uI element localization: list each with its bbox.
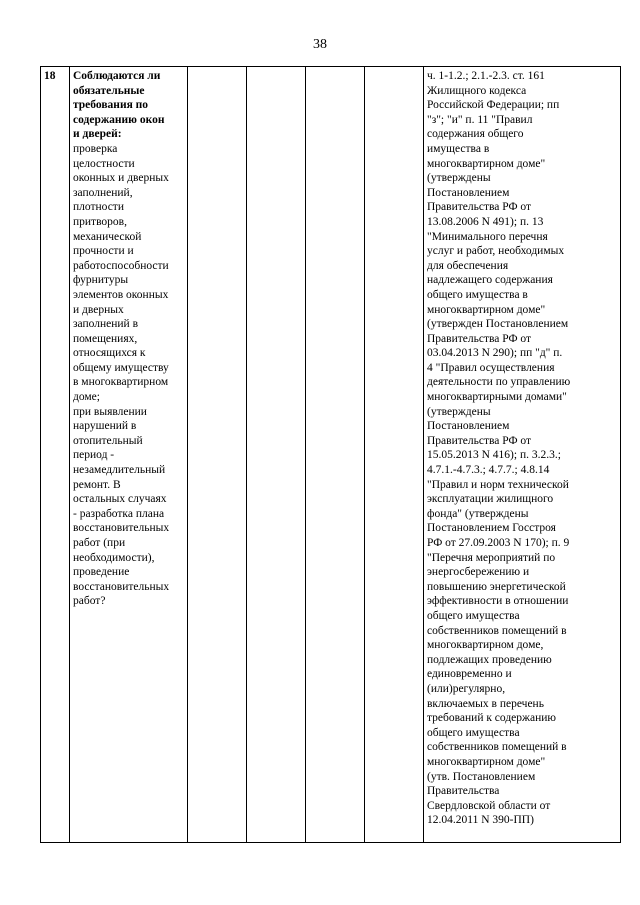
reference-line: Постановлением xyxy=(427,420,510,433)
question-text-line: восстановительных xyxy=(73,580,170,593)
reference-line: 03.04.2013 N 290); пп "д" п. xyxy=(427,347,563,360)
question-text-line: отопительный xyxy=(73,434,143,447)
question-text-line: работ (при xyxy=(73,537,126,549)
reference-line: (утверждены xyxy=(427,405,491,418)
reference-line: 15.05.2013 N 416); п. 3.2.3.; xyxy=(427,449,561,462)
reference-line: подлежащих проведению xyxy=(427,653,552,666)
question-title xyxy=(73,69,185,142)
reference-line: многоквартирном доме, xyxy=(427,639,544,652)
reference-line: РФ от 27.09.2003 N 170); п. 9 xyxy=(427,537,570,549)
question-text-line: относящихся к xyxy=(73,347,146,360)
reference-line: надлежащего содержания xyxy=(427,274,553,287)
reference-line: многоквартирными домами" xyxy=(427,391,567,404)
reference-line: собственников помещений в xyxy=(427,624,567,637)
question-text-line: заполнений, xyxy=(73,186,133,199)
reference-line: Жилищного кодекса xyxy=(427,84,527,97)
reference-line: Постановлением Госстроя xyxy=(427,522,556,535)
question-text-line: работ? xyxy=(73,595,106,608)
answer-yes-cell[interactable] xyxy=(188,67,247,843)
reference-line: требований к содержанию xyxy=(427,712,556,725)
row-number: 18 xyxy=(41,67,70,843)
reference-line: "Правил и норм технической xyxy=(427,478,569,491)
reference-line: "Перечня мероприятий по xyxy=(427,551,556,564)
notes-cell[interactable] xyxy=(365,67,424,843)
reference-line: для обеспечения xyxy=(427,259,509,272)
question-title-line: требования по xyxy=(73,99,149,112)
reference-line: Правительства xyxy=(427,785,500,798)
question-text-line: нарушений в xyxy=(73,420,137,433)
question-text-line: период - xyxy=(73,449,115,462)
reference-line: многоквартирном доме" xyxy=(427,157,546,170)
reference-line: Постановлением xyxy=(427,186,510,199)
reference-line: имущества в xyxy=(427,142,490,155)
reference-line: Свердловской области от xyxy=(427,799,551,812)
question-text-line: плотности xyxy=(73,201,124,214)
question-text-line: ремонт. В xyxy=(73,478,121,491)
question-text-line: прочности и xyxy=(73,245,134,258)
reference-line: 13.08.2006 N 491); п. 13 xyxy=(427,215,544,228)
table-row xyxy=(41,67,621,843)
page-number: 38 xyxy=(313,37,327,52)
question-text-line: необходимости), xyxy=(73,551,155,564)
reference-line: Российской Федерации; пп xyxy=(427,99,560,112)
question-text-line: - разработка плана xyxy=(73,507,165,520)
reference-line: 12.04.2011 N 390-ПП) xyxy=(427,814,534,827)
reference-line: (утверждены xyxy=(427,172,491,185)
question-title-line: и дверей: xyxy=(73,128,122,141)
reference-line: многоквартирном доме" xyxy=(427,755,546,768)
reference-line: "з"; "и" п. 11 "Правил xyxy=(427,113,533,126)
legal-reference-cell xyxy=(424,67,621,843)
reference-line: (утв. Постановлением xyxy=(427,770,536,783)
reference-line: Правительства РФ от xyxy=(427,201,532,214)
question-text-line: проведение xyxy=(73,566,130,579)
reference-line: эксплуатации жилищного xyxy=(427,493,554,506)
question-text-line: помещениях, xyxy=(73,332,138,345)
reference-line: единовременно и xyxy=(427,668,512,681)
question-text-line: проверка xyxy=(73,142,118,155)
reference-line: 4 "Правил осуществления xyxy=(427,361,555,374)
question-title-line: содержанию окон xyxy=(73,113,165,126)
question-text-line: целостности xyxy=(73,157,135,170)
question-text-line: элементов оконных xyxy=(73,288,169,301)
question-text-line: и дверных xyxy=(73,303,124,316)
question-title-line: Соблюдаются ли xyxy=(73,70,161,82)
question-text-line: остальных случаях xyxy=(73,493,167,506)
checklist-table xyxy=(40,66,621,843)
reference-line: собственников помещений в xyxy=(427,741,567,754)
answer-na-cell[interactable] xyxy=(306,67,365,843)
reference-line: содержания общего xyxy=(427,128,524,141)
reference-line: ч. 1-1.2.; 2.1.-2.3. ст. 161 xyxy=(427,70,545,82)
question-text-line: при выявлении xyxy=(73,405,147,418)
answer-no-cell[interactable] xyxy=(247,67,306,843)
question-text-line: фурнитуры xyxy=(73,274,129,287)
question-text-line: заполнений в xyxy=(73,318,139,331)
question-text-line: в многоквартирном xyxy=(73,376,169,389)
reference-line: Правительства РФ от xyxy=(427,332,532,345)
question-title-line: обязательные xyxy=(73,84,145,97)
reference-line: фонда" (утверждены xyxy=(427,507,529,520)
question-text-line: оконных и дверных xyxy=(73,172,169,185)
reference-line: многоквартирном доме" xyxy=(427,303,546,316)
reference-line: "Минимального перечня xyxy=(427,230,548,243)
question-text-line: притворов, xyxy=(73,215,127,228)
reference-line: общего имущества в xyxy=(427,288,528,301)
reference-line: Правительства РФ от xyxy=(427,434,532,447)
reference-line: включаемых в перечень xyxy=(427,697,544,710)
reference-line: повышению энергетической xyxy=(427,580,566,593)
reference-line: (утвержден Постановлением xyxy=(427,318,569,331)
question-text-line: восстановительных xyxy=(73,522,170,535)
reference-line: деятельности по управлению xyxy=(427,376,571,389)
question-cell xyxy=(70,67,188,843)
reference-line: услуг и работ, необходимых xyxy=(427,245,565,258)
question-text-line: общему имуществу xyxy=(73,361,169,374)
question-text-line: механической xyxy=(73,230,142,243)
question-text-line: работоспособности xyxy=(73,259,169,272)
reference-line: 4.7.1.-4.7.3.; 4.7.7.; 4.8.14 xyxy=(427,464,550,477)
reference-line: эффективности в отношении xyxy=(427,595,569,608)
reference-line: общего имущества xyxy=(427,726,520,739)
question-text-line: незамедлительный xyxy=(73,464,166,477)
question-text-line: доме; xyxy=(73,391,100,404)
reference-line: энергосбережению и xyxy=(427,566,530,579)
question-text xyxy=(73,142,185,609)
reference-line: (или)регулярно, xyxy=(427,682,506,695)
reference-line: общего имущества xyxy=(427,609,520,622)
